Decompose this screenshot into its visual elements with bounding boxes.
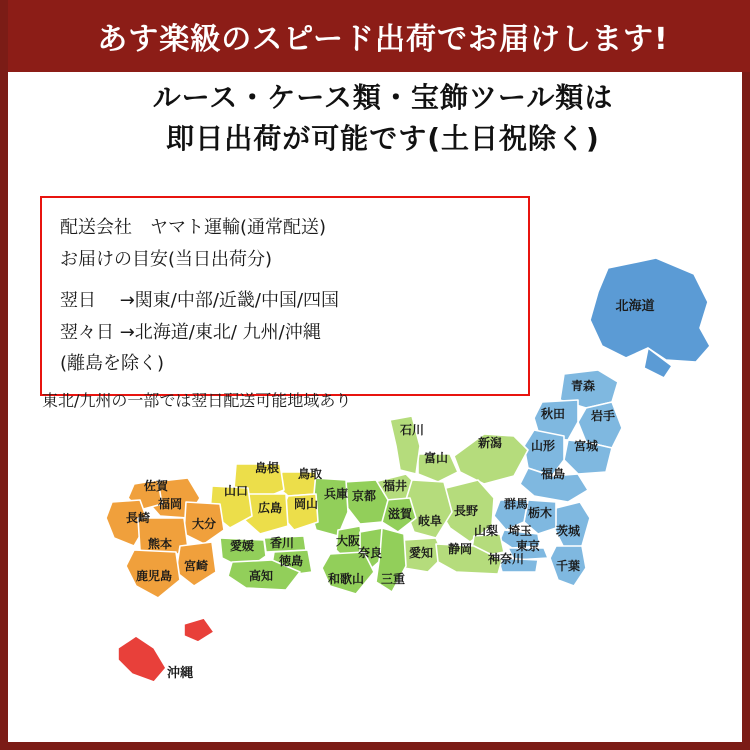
map-label-kochi: 高知 xyxy=(248,569,274,583)
regional-note: 東北/九州の一部では翌日配送可能地域あり xyxy=(42,391,352,410)
map-label-yamanashi: 山梨 xyxy=(473,524,499,538)
region-okinawa-main xyxy=(118,636,166,682)
map-label-shiga: 滋賀 xyxy=(387,507,413,521)
two-day-line: 翌々日 →北海道/東北/ 九州/沖縄 xyxy=(60,321,321,343)
map-label-okinawa: 沖縄 xyxy=(166,666,194,681)
map-label-kagoshima: 鹿児島 xyxy=(135,569,173,583)
map-label-toyama: 富山 xyxy=(423,451,449,465)
map-label-nagano: 長野 xyxy=(453,504,479,518)
map-label-hiroshima: 広島 xyxy=(257,501,283,515)
map-label-wakayama: 和歌山 xyxy=(327,572,365,586)
banner-text: あす楽級のスピード出荷でお届けします! xyxy=(97,22,669,57)
map-label-fukuoka: 福岡 xyxy=(157,497,183,511)
region-okinawa-island xyxy=(184,618,214,642)
map-label-gifu: 岐阜 xyxy=(417,514,443,528)
map-label-saga: 佐賀 xyxy=(143,479,169,493)
map-label-niigata: 新潟 xyxy=(477,436,503,450)
map-label-tokushima: 徳島 xyxy=(278,554,304,568)
map-label-osaka: 大阪 xyxy=(335,534,361,548)
map-label-tochigi: 栃木 xyxy=(527,506,553,520)
map-label-miyagi: 宮城 xyxy=(573,439,599,453)
map-label-oita: 大分 xyxy=(191,517,217,531)
next-day-line: 翌日 →関東/中部/近畿/中国/四国 xyxy=(60,290,340,311)
map-label-hokkaido: 北海道 xyxy=(615,299,655,314)
map-label-mie: 三重 xyxy=(380,572,406,586)
map-label-ehime: 愛媛 xyxy=(229,539,255,553)
map-label-chiba: 千葉 xyxy=(555,559,581,573)
page-title xyxy=(8,78,750,159)
map-label-kagawa: 香川 xyxy=(269,536,295,550)
carrier-line: 配送会社 ヤマト運輸(通常配送) xyxy=(60,217,327,238)
map-label-tottori: 鳥取 xyxy=(297,467,323,481)
map-label-shizuoka: 静岡 xyxy=(447,542,473,556)
box-spacer xyxy=(60,275,512,285)
headline-line-1: ルース・ケース類・宝飾ツール類は xyxy=(152,81,614,114)
map-label-hyogo: 兵庫 xyxy=(323,487,349,501)
map-label-fukushima: 福島 xyxy=(540,467,566,481)
map-label-aichi: 愛知 xyxy=(408,546,434,560)
map-label-miyazaki: 宮崎 xyxy=(183,559,209,573)
map-label-kyoto: 京都 xyxy=(351,489,377,503)
map-label-shimane: 島根 xyxy=(254,461,280,475)
delivery-estimate-line: お届けの目安(当日出荷分) xyxy=(60,248,273,270)
map-label-kumamoto: 熊本 xyxy=(147,537,173,551)
map-label-ibaraki: 茨城 xyxy=(555,524,581,538)
map-label-yamaguchi: 山口 xyxy=(223,484,249,498)
islands-exception-line: (離島を除く) xyxy=(60,353,165,374)
map-label-yamagata: 山形 xyxy=(530,439,556,453)
map-label-iwate: 岩手 xyxy=(590,409,616,423)
map-label-okayama: 岡山 xyxy=(293,497,319,511)
map-label-tokyo: 東京 xyxy=(515,539,541,553)
banner xyxy=(8,0,750,72)
map-label-ishikawa: 石川 xyxy=(399,423,425,437)
map-label-akita: 秋田 xyxy=(540,407,566,421)
map-label-kanagawa: 神奈川 xyxy=(487,552,525,566)
map-label-gunma: 群馬 xyxy=(503,497,529,511)
map-label-fukui: 福井 xyxy=(382,479,408,493)
map-label-nagasaki: 長崎 xyxy=(125,511,151,525)
shipping-details-box xyxy=(40,196,530,396)
map-label-saitama: 埼玉 xyxy=(507,524,533,538)
headline-line-2: 即日出荷が可能です(土日祝除く) xyxy=(166,121,600,155)
map-label-nara: 奈良 xyxy=(357,546,383,560)
map-label-aomori: 青森 xyxy=(570,379,596,393)
